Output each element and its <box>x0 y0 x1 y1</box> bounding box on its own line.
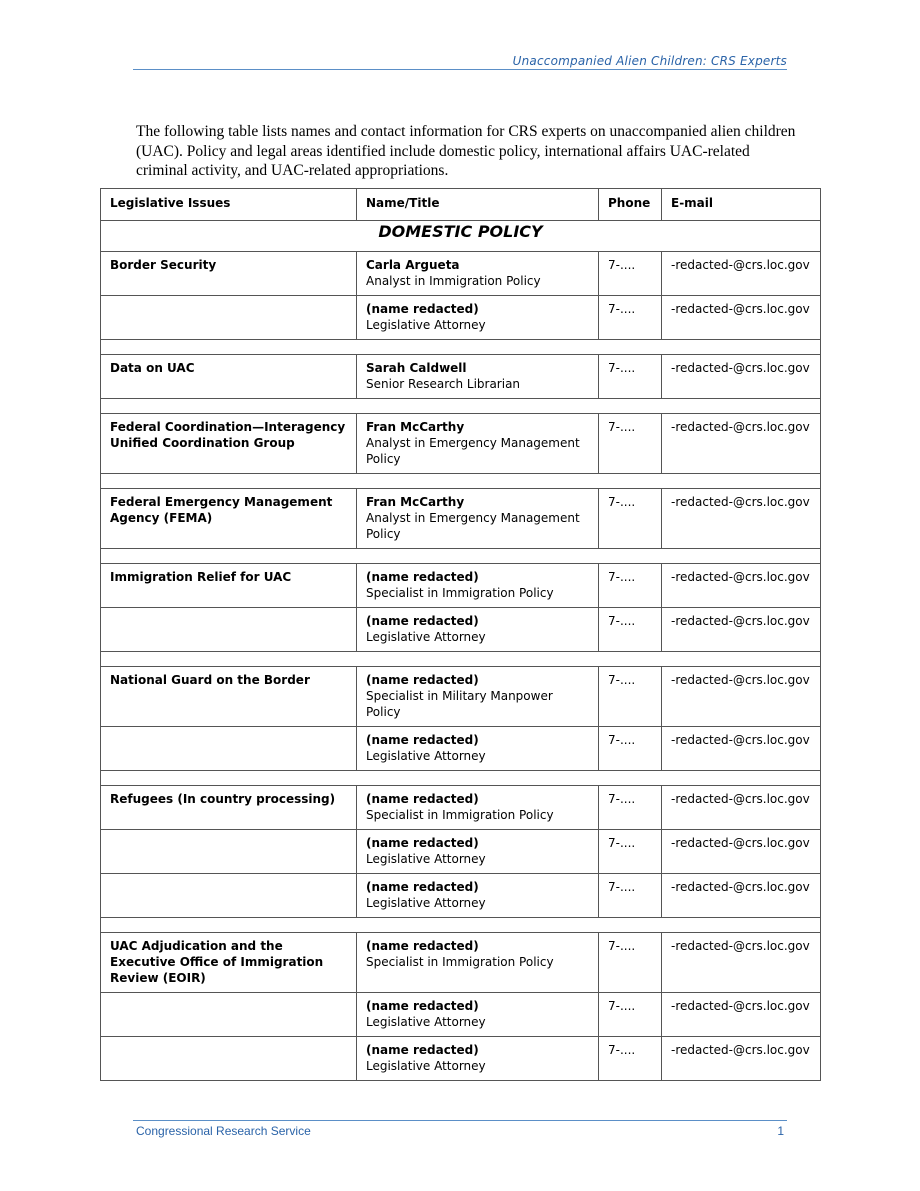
email-cell: -redacted-@crs.loc.gov <box>662 874 821 918</box>
phone-cell: 7-.... <box>599 933 662 993</box>
phone-cell: 7-.... <box>599 252 662 296</box>
expert-title: Legislative Attorney <box>366 896 486 910</box>
expert-title: Legislative Attorney <box>366 749 486 763</box>
legislative-issue-cell <box>101 874 357 918</box>
legislative-issue-cell <box>101 296 357 340</box>
column-header-email: E-mail <box>662 189 821 221</box>
phone-cell: 7-.... <box>599 667 662 727</box>
email-cell: -redacted-@crs.loc.gov <box>662 489 821 549</box>
section-title: DOMESTIC POLICY <box>101 221 821 252</box>
page-footer <box>133 1120 787 1138</box>
spacer-cell <box>101 771 821 786</box>
legislative-issue-cell: Data on UAC <box>101 355 357 399</box>
email-cell: -redacted-@crs.loc.gov <box>662 933 821 993</box>
legislative-issue-cell: National Guard on the Border <box>101 667 357 727</box>
email-cell: -redacted-@crs.loc.gov <box>662 296 821 340</box>
phone-cell: 7-.... <box>599 1037 662 1081</box>
section-row <box>101 221 821 252</box>
table-header-row <box>101 189 821 221</box>
expert-name: Carla Argueta <box>366 258 460 272</box>
intro-paragraph: The following table lists names and contact information for CRS experts on unaccompanied alien children (UAC). Policy and legal areas identified include domestic policy, international affairs UAC-related criminal activity, and UAC-related appropriations. <box>136 123 796 179</box>
phone-cell: 7-.... <box>599 414 662 474</box>
email-cell: -redacted-@crs.loc.gov <box>662 667 821 727</box>
legislative-issue-cell: Border Security <box>101 252 357 296</box>
expert-title: Legislative Attorney <box>366 1015 486 1029</box>
expert-title: Legislative Attorney <box>366 630 486 644</box>
email-cell: -redacted-@crs.loc.gov <box>662 993 821 1037</box>
expert-title: Legislative Attorney <box>366 1059 486 1073</box>
name-title-cell <box>357 252 599 296</box>
spacer-cell <box>101 340 821 355</box>
spacer-cell <box>101 652 821 667</box>
column-header-issues: Legislative Issues <box>101 189 357 221</box>
column-header-name-title: Name/Title <box>357 189 599 221</box>
footer-publisher: Congressional Research Service <box>136 1124 311 1138</box>
expert-title: Analyst in Emergency Management Policy <box>366 511 580 541</box>
expert-name: (name redacted) <box>366 836 479 850</box>
spacer-row <box>101 399 821 414</box>
legislative-issue-cell <box>101 727 357 771</box>
expert-title: Legislative Attorney <box>366 318 486 332</box>
spacer-row <box>101 918 821 933</box>
expert-name: (name redacted) <box>366 939 479 953</box>
expert-name: (name redacted) <box>366 733 479 747</box>
phone-cell: 7-.... <box>599 564 662 608</box>
name-title-cell <box>357 874 599 918</box>
email-cell: -redacted-@crs.loc.gov <box>662 414 821 474</box>
legislative-issue-cell: Federal Coordination—Interagency Unified Coordination Group <box>101 414 357 474</box>
table-row <box>101 874 821 918</box>
name-title-cell <box>357 355 599 399</box>
table-row <box>101 252 821 296</box>
table-body <box>101 221 821 1081</box>
name-title-cell <box>357 667 599 727</box>
table-row <box>101 1037 821 1081</box>
table-row <box>101 933 821 993</box>
legislative-issue-cell <box>101 993 357 1037</box>
phone-cell: 7-.... <box>599 830 662 874</box>
phone-cell: 7-.... <box>599 608 662 652</box>
expert-name: Fran McCarthy <box>366 495 465 509</box>
spacer-row <box>101 549 821 564</box>
column-header-phone: Phone <box>599 189 662 221</box>
name-title-cell <box>357 1037 599 1081</box>
phone-cell: 7-.... <box>599 993 662 1037</box>
phone-cell: 7-.... <box>599 727 662 771</box>
email-cell: -redacted-@crs.loc.gov <box>662 786 821 830</box>
name-title-cell <box>357 830 599 874</box>
spacer-cell <box>101 399 821 414</box>
expert-name: (name redacted) <box>366 614 479 628</box>
email-cell: -redacted-@crs.loc.gov <box>662 727 821 771</box>
name-title-cell <box>357 933 599 993</box>
table-row <box>101 830 821 874</box>
name-title-cell <box>357 414 599 474</box>
table-row <box>101 608 821 652</box>
email-cell: -redacted-@crs.loc.gov <box>662 1037 821 1081</box>
spacer-row <box>101 474 821 489</box>
page-number: 1 <box>777 1124 784 1138</box>
name-title-cell <box>357 993 599 1037</box>
expert-title: Analyst in Immigration Policy <box>366 274 541 288</box>
table-row <box>101 414 821 474</box>
spacer-row <box>101 652 821 667</box>
email-cell: -redacted-@crs.loc.gov <box>662 830 821 874</box>
email-cell: -redacted-@crs.loc.gov <box>662 252 821 296</box>
spacer-cell <box>101 918 821 933</box>
table-row <box>101 564 821 608</box>
table-row <box>101 355 821 399</box>
expert-name: (name redacted) <box>366 570 479 584</box>
expert-title: Specialist in Immigration Policy <box>366 586 554 600</box>
legislative-issue-cell: Refugees (In country processing) <box>101 786 357 830</box>
running-header <box>133 52 787 70</box>
expert-name: (name redacted) <box>366 673 479 687</box>
expert-title: Specialist in Immigration Policy <box>366 808 554 822</box>
expert-name: (name redacted) <box>366 999 479 1013</box>
legislative-issue-cell <box>101 1037 357 1081</box>
name-title-cell <box>357 489 599 549</box>
name-title-cell <box>357 727 599 771</box>
phone-cell: 7-.... <box>599 874 662 918</box>
name-title-cell <box>357 786 599 830</box>
expert-name: (name redacted) <box>366 880 479 894</box>
expert-name: (name redacted) <box>366 1043 479 1057</box>
legislative-issue-cell <box>101 830 357 874</box>
legislative-issue-cell <box>101 608 357 652</box>
email-cell: -redacted-@crs.loc.gov <box>662 355 821 399</box>
phone-cell: 7-.... <box>599 355 662 399</box>
running-title: Unaccompanied Alien Children: CRS Experts <box>512 54 787 68</box>
expert-title: Specialist in Immigration Policy <box>366 955 554 969</box>
table-row <box>101 727 821 771</box>
spacer-row <box>101 771 821 786</box>
expert-title: Senior Research Librarian <box>366 377 521 391</box>
table-row <box>101 786 821 830</box>
expert-name: (name redacted) <box>366 792 479 806</box>
name-title-cell <box>357 608 599 652</box>
name-title-cell <box>357 564 599 608</box>
spacer-cell <box>101 549 821 564</box>
experts-table <box>100 188 821 1081</box>
expert-name: (name redacted) <box>366 302 479 316</box>
expert-title: Specialist in Military Manpower Policy <box>366 689 553 719</box>
table-row <box>101 489 821 549</box>
table-row <box>101 993 821 1037</box>
spacer-cell <box>101 474 821 489</box>
phone-cell: 7-.... <box>599 489 662 549</box>
email-cell: -redacted-@crs.loc.gov <box>662 608 821 652</box>
email-cell: -redacted-@crs.loc.gov <box>662 564 821 608</box>
legislative-issue-cell: UAC Adjudication and the Executive Office of Immigration Review (EOIR) <box>101 933 357 993</box>
table-row <box>101 296 821 340</box>
legislative-issue-cell: Federal Emergency Management Agency (FEMA) <box>101 489 357 549</box>
expert-name: Fran McCarthy <box>366 420 465 434</box>
phone-cell: 7-.... <box>599 296 662 340</box>
spacer-row <box>101 340 821 355</box>
experts-table-container <box>100 188 820 1081</box>
phone-cell: 7-.... <box>599 786 662 830</box>
table-row <box>101 667 821 727</box>
expert-name: Sarah Caldwell <box>366 361 467 375</box>
name-title-cell <box>357 296 599 340</box>
expert-title: Analyst in Emergency Management Policy <box>366 436 580 466</box>
legislative-issue-cell: Immigration Relief for UAC <box>101 564 357 608</box>
expert-title: Legislative Attorney <box>366 852 486 866</box>
